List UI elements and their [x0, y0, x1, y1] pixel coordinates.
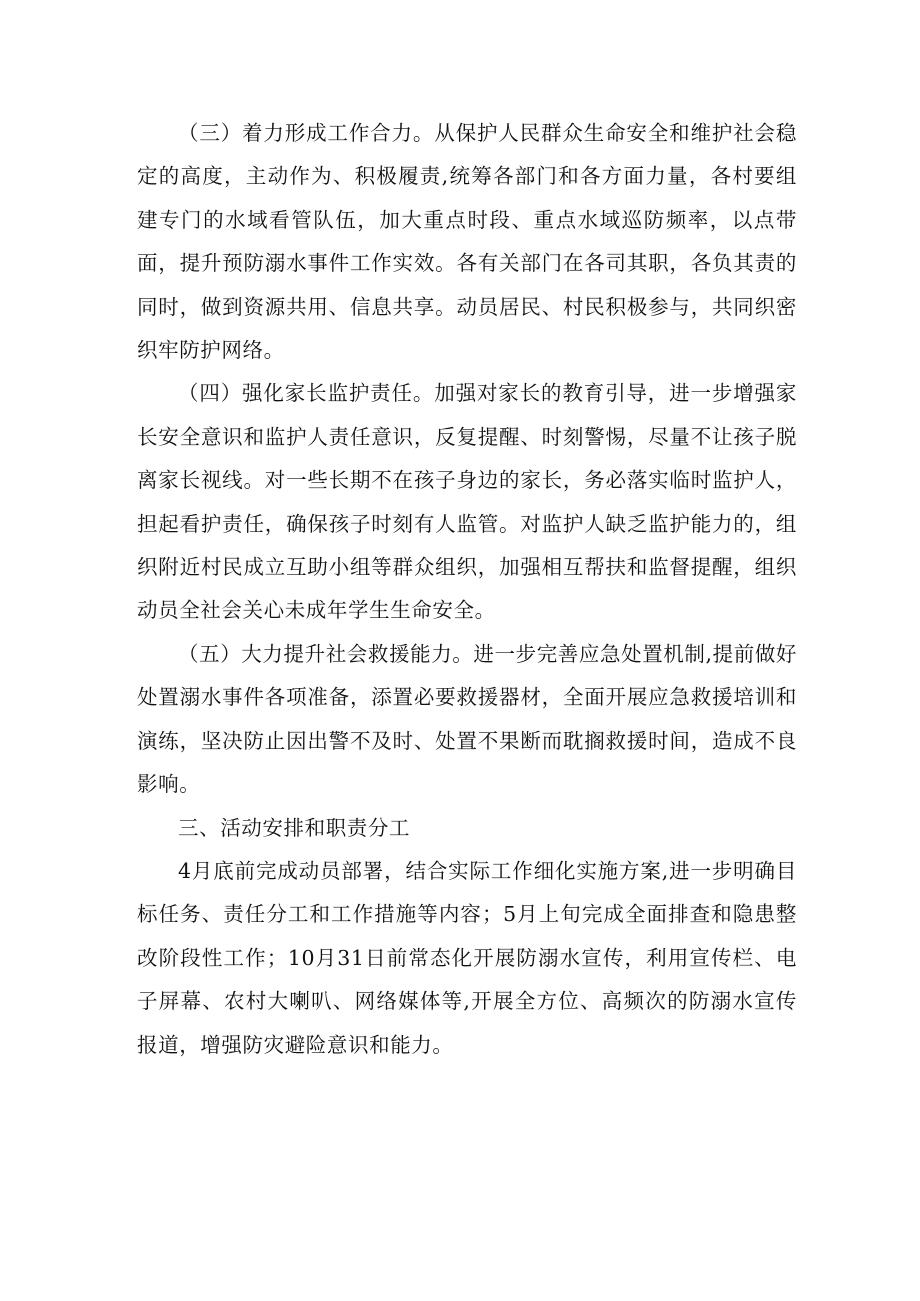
- document-body: [137, 112, 797, 1067]
- paragraph-parental-supervision: （四）强化家长监护责任。加强对家长的教育引导，进一步增强家长安全意识和监护人责任意识，反复提醒、时刻警惕，尽量不让孩子脱离家长视线。对一些长期不在孩子身边的家长，务必落实临时监护人，担起看护责任，确保孩子时刻有人监管。对监护人缺乏监护能力的，组织附近村民成立互助小组等群众组织，加强相互帮扶和监督提醒，组织动员全社会关心未成年学生生命安全。: [137, 381, 797, 623]
- section-heading: 三、活动安排和职责分工: [178, 815, 411, 840]
- paragraph-work-synergy: （三）着力形成工作合力。从保护人民群众生命安全和维护社会稳定的高度，主动作为、积极履责,统筹各部门和各方面力量，各村要组建专门的水域看管队伍，加大重点时段、重点水域巡防频率，以点带面，提升预防溺水事件工作实效。各有关部门在各司其职，各负其责的同时，做到资源共用、信息共享。动员居民、村民积极参与，共同织密织牢防护网络。: [137, 121, 797, 363]
- paragraph-rescue-capability: （五）大力提升社会救援能力。进一步完善应急处置机制,提前做好处置溺水事件各项准备，添置必要救援器材，全面开展应急救援培训和演练，坚决防止因出警不及时、处置不果断而耽搁救援时间，造成不良影响。: [137, 641, 798, 797]
- paragraph-schedule: 4月底前完成动员部署，结合实际工作细化实施方案,进一步明确目标任务、责任分工和工作措施等内容；5月上旬完成全面排查和隐患整改阶段性工作；10月31日前常态化开展防溺水宣传，利用宣传栏、电子屏幕、农村大喇叭、网络媒体等,开展全方位、高频次的防溺水宣传报道，增强防灾避险意识和能力。: [137, 858, 797, 1057]
